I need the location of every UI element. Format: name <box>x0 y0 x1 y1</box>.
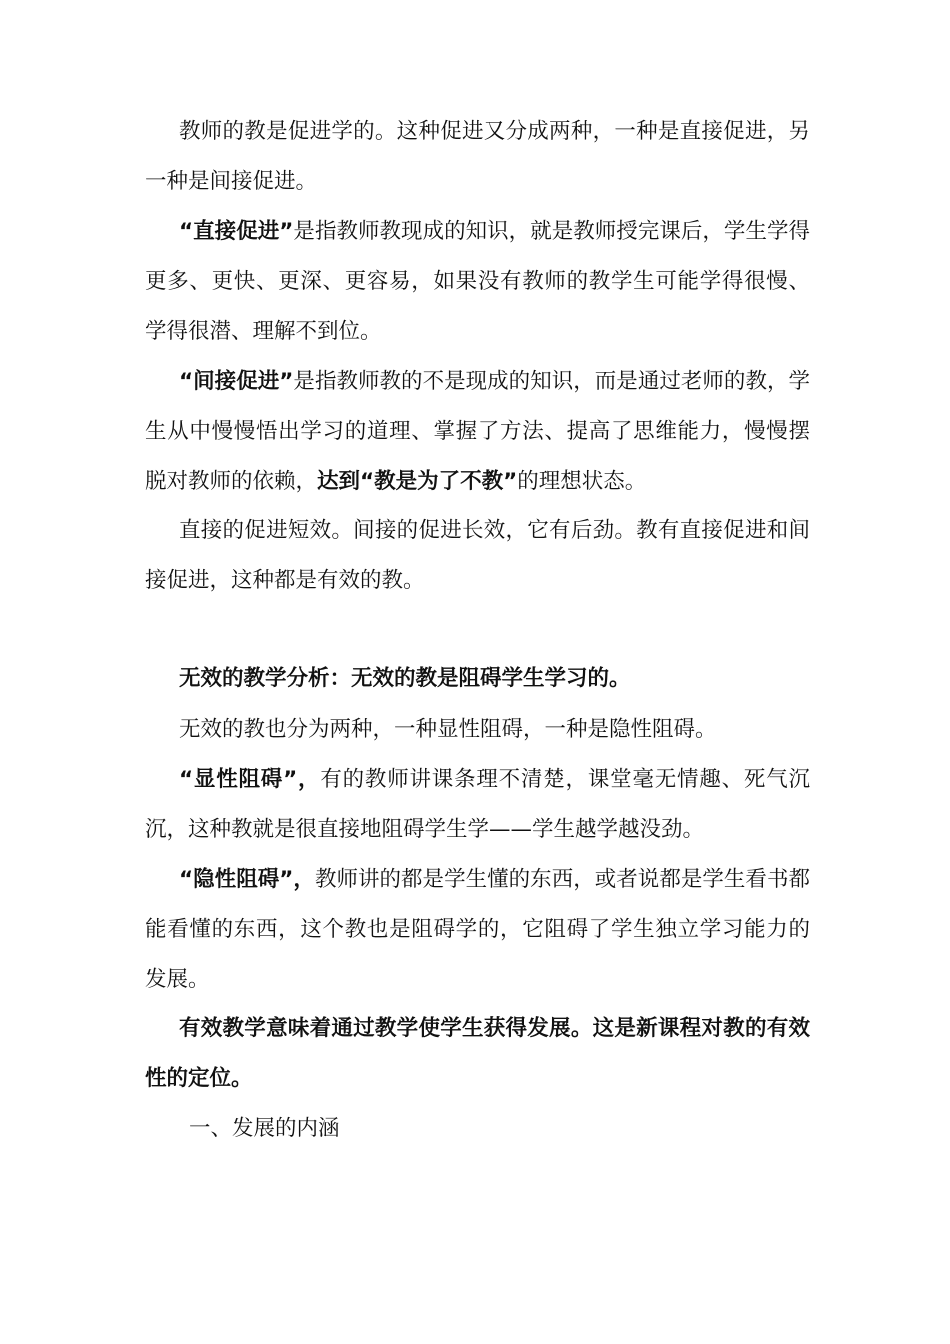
paragraph-explicit-obstacle: “显性阻碍”，有的教师讲课条理不清楚，课堂毫无情趣、死气沉沉，这种教就是很直接地阻碍学生学——学生越学越没劲。 <box>145 767 810 842</box>
term-direct-promotion: “直接促进” <box>179 219 294 244</box>
paragraph-implicit-obstacle: “隐性阻碍”，教师讲的都是学生懂的东西，或者说都是学生看书都能看懂的东西，这个教也是阻碍学的，它阻碍了学生独立学习能力的发展。 <box>145 867 810 992</box>
paragraph-effective-teaching-definition: 有效教学意味着通过教学使学生获得发展。这是新课程对教的有效性的定位。 <box>145 1016 810 1091</box>
term-indirect-promotion: “间接促进” <box>179 369 294 394</box>
paragraph-promote-learning: 教师的教是促进学的。这种促进又分成两种，一种是直接促进，另一种是间接促进。 <box>145 119 810 194</box>
paragraph-direct-promotion: “直接促进”是指教师教现成的知识，就是教师授完课后，学生学得更多、更快、更深、更容易，如果没有教师的教学生可能学得很慢、学得很潜、理解不到位。 <box>145 219 810 344</box>
emphasis-teach-to-not-teach: 达到“教是为了不教” <box>317 469 518 494</box>
heading-ineffective-teaching: 无效的教学分析：无效的教是阻碍学生学习的。 <box>179 666 631 691</box>
paragraph-indirect-promotion: “间接促进”是指教师教的不是现成的知识，而是通过老师的教，学生从中慢慢悟出学习的道理、掌握了方法、提高了思维能力，慢慢摆脱对教师的依赖，达到“教是为了不教”的理想状态。 <box>145 369 810 494</box>
section-heading-development: 一、发展的内涵 <box>189 1116 340 1141</box>
term-explicit-obstacle: “显性阻碍”， <box>179 767 321 792</box>
paragraph-two-obstacles: 无效的教也分为两种，一种显性阻碍，一种是隐性阻碍。 <box>179 717 717 742</box>
term-implicit-obstacle: “隐性阻碍”， <box>179 867 315 892</box>
paragraph-short-long-effect: 直接的促进短效。间接的促进长效，它有后劲。教有直接促进和间接促进，这种都是有效的教。 <box>145 518 810 593</box>
